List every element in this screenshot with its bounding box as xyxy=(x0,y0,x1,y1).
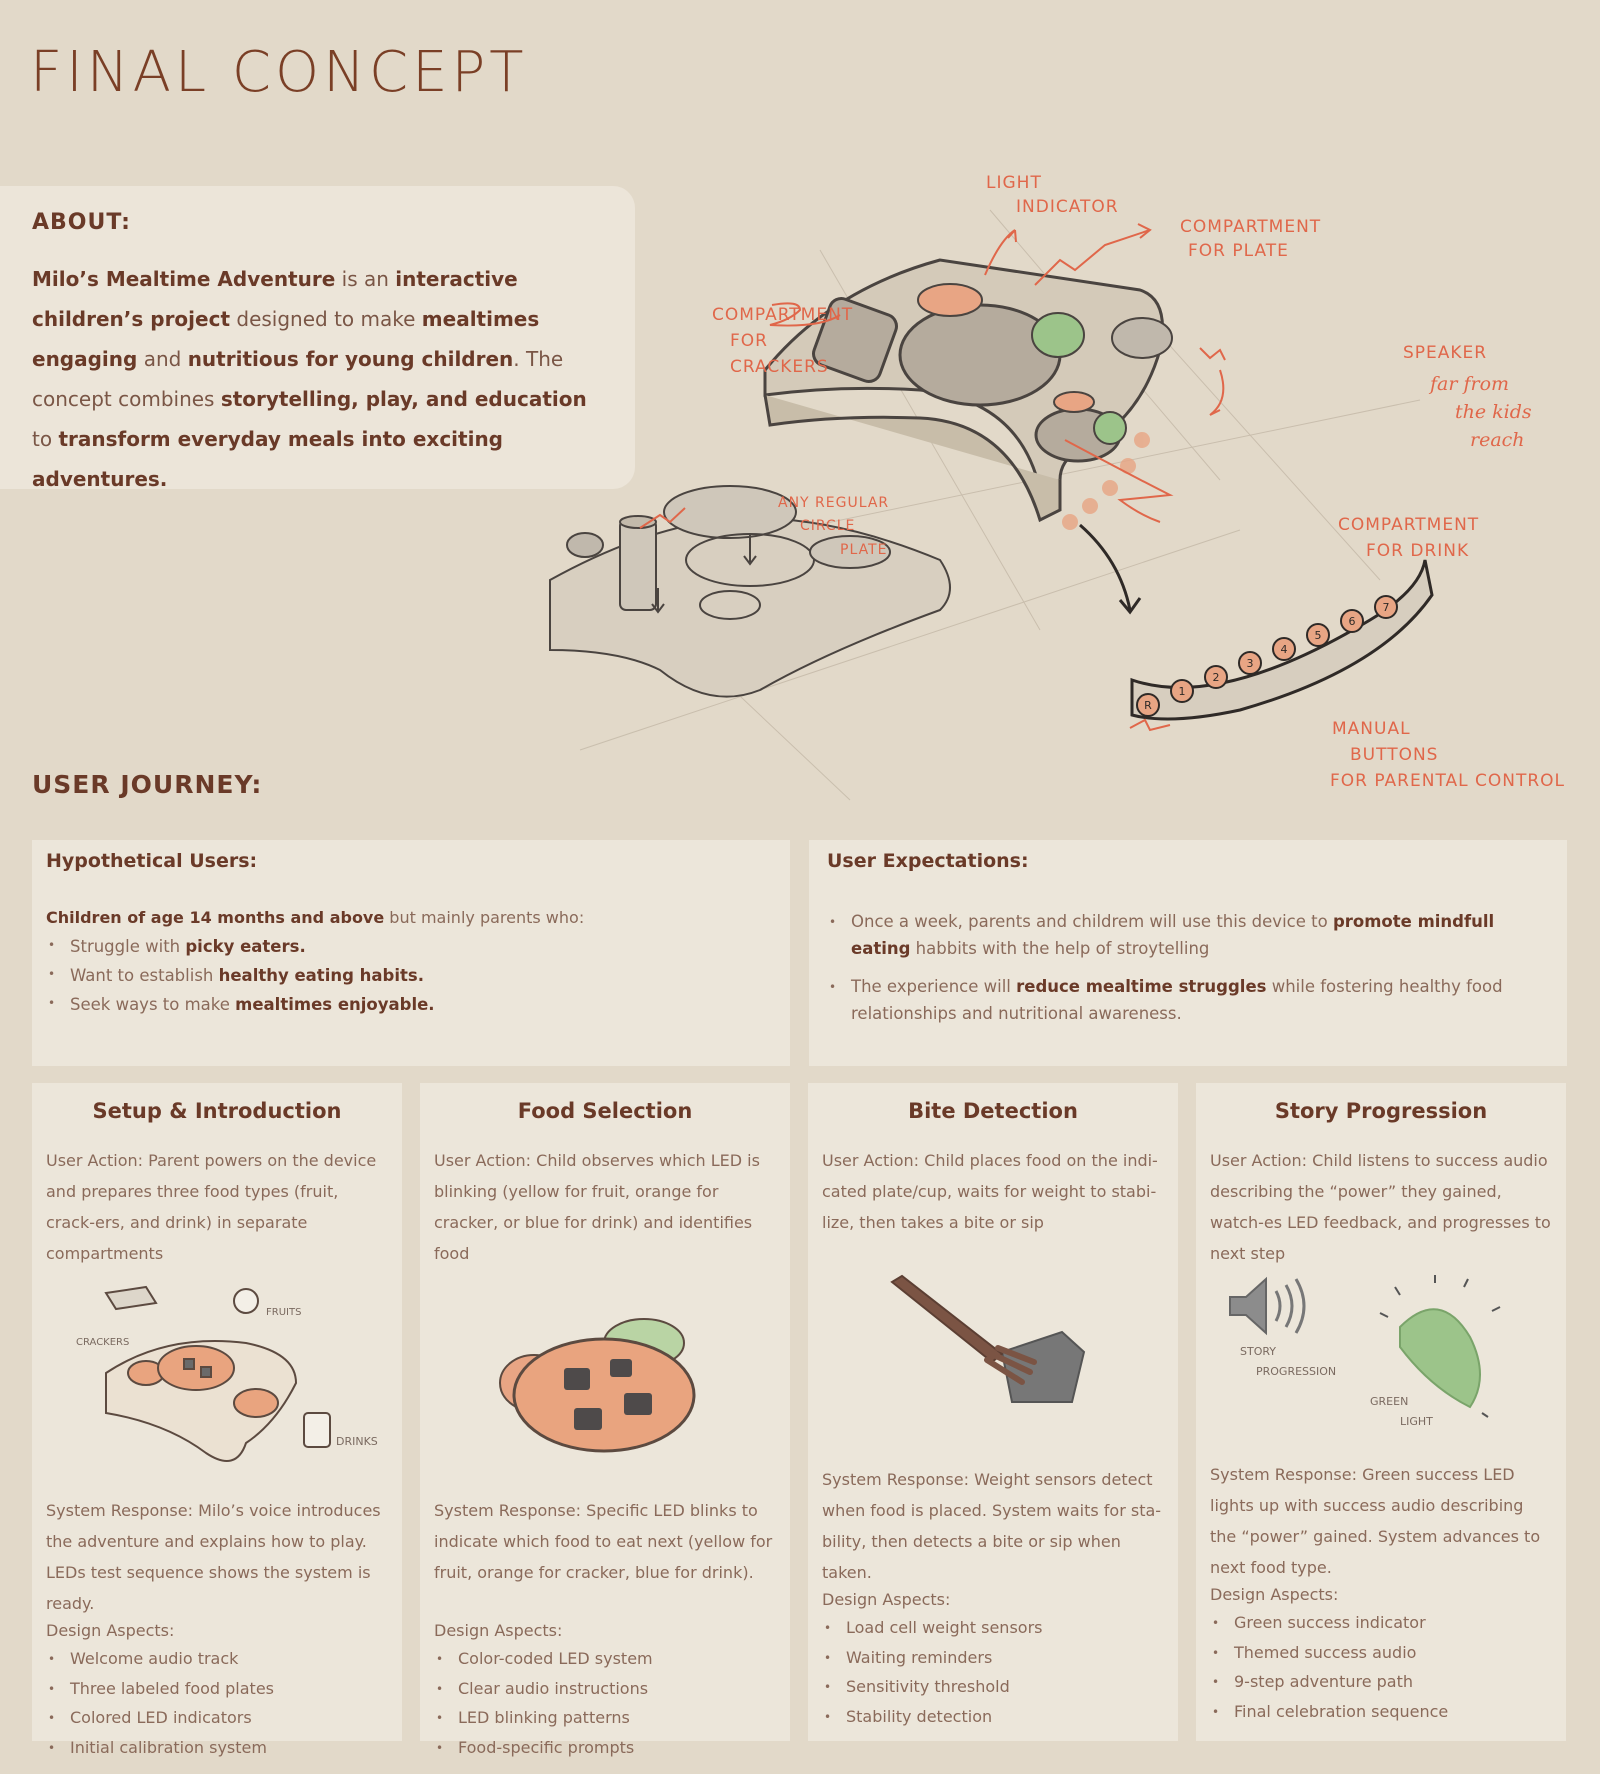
item-text: Struggle with xyxy=(70,937,186,956)
label-story: STORY xyxy=(1240,1345,1277,1358)
list-item xyxy=(827,908,1549,962)
label-drink: FOR DRINK xyxy=(1366,541,1470,561)
step-action: User Action: Child listens to success audio describing the “power” they gained, watch-es LED feedback, and progresses to next step xyxy=(1210,1151,1551,1263)
label-indicator: INDICATOR xyxy=(1016,197,1119,217)
list-item xyxy=(46,995,776,1014)
step-action: User Action: Child observes which LED is blinking (yellow for fruit, orange for cracker, or blue for drink) and identifies food xyxy=(434,1151,760,1263)
label-crackers: CRACKERS xyxy=(76,1337,130,1348)
list-item: • Green success indicator xyxy=(1210,1608,1552,1638)
list-item xyxy=(827,973,1549,1027)
expectations-heading: User Expectations: xyxy=(827,850,1029,872)
about-span: is an xyxy=(335,267,396,291)
design-aspects-label: Design Aspects: xyxy=(822,1590,951,1609)
step-action: User Action: Parent powers on the device and prepares three food types (fruit, crack-ers, and drink) in separate compartments xyxy=(46,1151,377,1263)
manual-button-label: 6 xyxy=(1348,615,1356,628)
label-plate: FOR PLATE xyxy=(1188,241,1289,261)
label-kids: the kids xyxy=(1455,401,1532,423)
product-sketch xyxy=(520,150,1600,820)
user-journey-heading: USER JOURNEY: xyxy=(32,770,263,799)
label-light: LIGHT xyxy=(986,173,1042,193)
list-item: • Final celebration sequence xyxy=(1210,1697,1552,1727)
item-strong: picky eaters. xyxy=(185,937,306,956)
users-lead-strong: Children of age 14 months and above xyxy=(46,908,385,927)
label-crackers: CRACKERS xyxy=(730,357,829,377)
manual-button-label: 5 xyxy=(1314,629,1322,642)
list-item: • Three labeled food plates xyxy=(46,1674,388,1704)
about-span: . The concept combines xyxy=(32,347,564,411)
list-item: • Food-specific prompts xyxy=(434,1733,776,1763)
label-light: LIGHT xyxy=(1400,1415,1433,1428)
label-progression: PROGRESSION xyxy=(1256,1365,1337,1378)
list-item xyxy=(46,937,776,956)
item-strong: promote mindfull eating xyxy=(851,912,1495,958)
design-aspects-list xyxy=(822,1613,1164,1731)
about-strong: nutritious for young children xyxy=(187,347,514,371)
label-crackers: FOR xyxy=(730,331,768,351)
item-text: Seek ways to make xyxy=(70,995,236,1014)
speaker-icon xyxy=(1230,1279,1266,1333)
design-aspects-label: Design Aspects: xyxy=(1210,1585,1339,1604)
label-speaker: SPEAKER xyxy=(1403,343,1488,363)
item-text: Want to establish xyxy=(70,966,219,985)
design-aspects-list xyxy=(434,1644,776,1762)
fork-illustration xyxy=(822,1242,1162,1452)
list-item xyxy=(46,966,776,985)
label-any-regular: ANY REGULAR xyxy=(778,495,890,511)
step-card-food-selection xyxy=(420,1083,790,1757)
manual-button-label: 7 xyxy=(1382,601,1390,614)
expectations-list xyxy=(827,908,1549,1027)
step-response: System Response: Specific LED blinks to indicate which food to eat next (yellow for fruit, orange for cracker, blue for drink). xyxy=(434,1501,773,1582)
step-card-setup xyxy=(32,1083,402,1757)
step-response: System Response: Green success LED lights up with success audio describing the “power” gained. System advances to next food type. xyxy=(1210,1465,1541,1577)
about-span: and xyxy=(137,347,188,371)
users-list xyxy=(46,937,776,1014)
user-expectations-card xyxy=(809,840,1567,1066)
speaker-grille xyxy=(1112,318,1172,358)
users-lead-text: but mainly parents who: xyxy=(384,908,585,927)
list-item: • Colored LED indicators xyxy=(46,1703,388,1733)
manual-button-label: 1 xyxy=(1178,685,1186,698)
step-title: Story Progression xyxy=(1274,1099,1488,1123)
list-item: • Initial calibration system xyxy=(46,1733,388,1763)
step-title: Bite Detection xyxy=(908,1099,1078,1123)
step-response: System Response: Weight sensors detect when food is placed. System waits for sta-bility, then detects a bite or sip when taken. xyxy=(822,1470,1162,1582)
page-title: FINAL CONCEPT xyxy=(30,40,528,105)
item-text: habbits with the help of stroytelling xyxy=(910,939,1210,958)
about-span: to xyxy=(32,427,59,451)
about-strong: Milo’s Mealtime Adventure xyxy=(32,267,336,291)
about-strong: storytelling, play, and education xyxy=(220,387,587,411)
list-item: • Color-coded LED system xyxy=(434,1644,776,1674)
about-strong: interactive children’s project xyxy=(32,267,518,331)
item-text: Once a week, parents and childrem will use this device to xyxy=(851,912,1333,931)
design-aspects-label: Design Aspects: xyxy=(46,1621,175,1640)
list-item: • Stability detection xyxy=(822,1702,1164,1732)
manual-button-label: 3 xyxy=(1246,657,1254,670)
list-item: • Sensitivity threshold xyxy=(822,1672,1164,1702)
item-strong: healthy eating habits. xyxy=(218,966,424,985)
users-heading: Hypothetical Users: xyxy=(46,850,258,872)
label-fruits: FRUITS xyxy=(266,1307,302,1318)
setup-illustration xyxy=(46,1273,386,1483)
step-action: User Action: Child places food on the indi-cated plate/cup, waits for weight to stabi-lize, then takes a bite or sip xyxy=(822,1151,1158,1232)
item-strong: reduce mealtime struggles xyxy=(1016,977,1267,996)
food-plate-illustration xyxy=(434,1273,774,1483)
label-buttons: BUTTONS xyxy=(1350,745,1439,765)
story-illustration xyxy=(1210,1267,1550,1447)
list-item: • Themed success audio xyxy=(1210,1638,1552,1668)
step-response: System Response: Milo’s voice introduces the adventure and explains how to play. LEDs test sequence shows the system is ready. xyxy=(46,1501,381,1613)
label-crackers: COMPARTMENT xyxy=(712,305,854,325)
list-item: • Welcome audio track xyxy=(46,1644,388,1674)
manual-button-label: 4 xyxy=(1280,643,1288,656)
design-aspects-list xyxy=(1210,1608,1552,1726)
label-reach: reach xyxy=(1470,429,1525,451)
label-far-from: far from xyxy=(1430,373,1510,395)
users-lead xyxy=(46,908,776,927)
label-plate: COMPARTMENT xyxy=(1180,217,1322,237)
hypothetical-users-card xyxy=(32,840,790,1066)
step-title: Setup & Introduction xyxy=(92,1099,342,1123)
label-parental-control: FOR PARENTAL CONTROL xyxy=(1330,771,1566,791)
about-strong: mealtimes engaging xyxy=(32,307,540,371)
list-item: • Load cell weight sensors xyxy=(822,1613,1164,1643)
label-plate: PLATE xyxy=(840,542,888,558)
item-text: while fostering healthy food relationships and nutritional awareness. xyxy=(851,977,1503,1023)
label-manual: MANUAL xyxy=(1332,719,1411,739)
label-green: GREEN xyxy=(1370,1395,1409,1408)
about-span: designed to make xyxy=(230,307,422,331)
label-circle: CIRCLE xyxy=(800,518,856,534)
manual-button-label: 2 xyxy=(1212,671,1220,684)
list-item: • LED blinking patterns xyxy=(434,1703,776,1733)
label-drinks: DRINKS xyxy=(336,1435,378,1448)
item-strong: mealtimes enjoyable. xyxy=(235,995,435,1014)
green-light-icon xyxy=(1400,1309,1480,1407)
step-card-bite-detection xyxy=(808,1083,1178,1741)
step-card-story-progression xyxy=(1196,1083,1566,1741)
item-text: The experience will xyxy=(851,977,1017,996)
design-aspects-label: Design Aspects: xyxy=(434,1621,563,1640)
about-heading: ABOUT: xyxy=(32,210,131,235)
light-indicator-dot xyxy=(918,284,982,316)
list-item: • 9-step adventure path xyxy=(1210,1667,1552,1697)
label-drink: COMPARTMENT xyxy=(1338,515,1480,535)
step-title: Food Selection xyxy=(517,1099,693,1123)
list-item: • Clear audio instructions xyxy=(434,1674,776,1704)
about-strong: transform everyday meals into exciting adventures. xyxy=(32,427,503,491)
list-item: • Waiting reminders xyxy=(822,1643,1164,1673)
manual-button-label: R xyxy=(1144,699,1152,712)
design-aspects-list xyxy=(46,1644,388,1762)
